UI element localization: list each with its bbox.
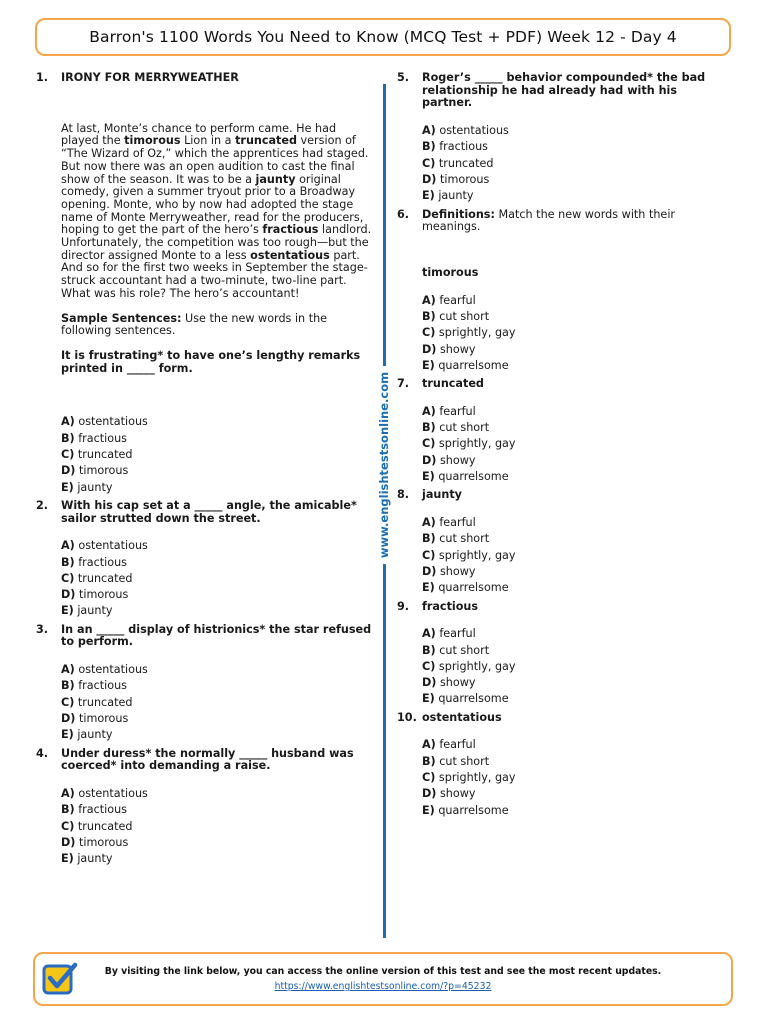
question <box>397 489 727 596</box>
option-text: fractious <box>78 679 128 693</box>
site-watermark: www.englishtestsonline.com <box>375 366 393 564</box>
option-letter: E) <box>422 803 435 817</box>
answer-option[interactable] <box>422 342 727 358</box>
answer-option[interactable] <box>61 538 376 554</box>
option-text: fractious <box>439 140 489 154</box>
option-text: fearful <box>439 293 476 307</box>
option-letter: B) <box>422 643 436 657</box>
answer-option[interactable] <box>422 309 727 325</box>
option-text: jaunty <box>438 189 474 203</box>
option-text: showy <box>439 787 476 801</box>
passage-segment: part. And so for the first two weeks in September the stage-struck accountant had a two-minute, two-line part. What was his role? The hero’s accountant! <box>61 248 368 300</box>
question-number: 4. <box>36 746 49 760</box>
answer-option[interactable] <box>61 555 376 571</box>
option-text: cut short <box>439 310 490 323</box>
option-text: timorous <box>78 464 129 478</box>
answer-option[interactable] <box>422 803 727 819</box>
answer-option[interactable] <box>422 404 727 420</box>
option-text: quarrelsome <box>438 803 509 817</box>
answer-option[interactable] <box>61 678 376 694</box>
answer-option[interactable] <box>61 587 376 603</box>
answer-option[interactable] <box>422 643 727 659</box>
question-text: It is frustrating* to have one’s lengthy remarks printed in _____ form. <box>61 348 361 375</box>
question-number: 1. <box>36 71 49 84</box>
option-letter: A) <box>422 124 436 138</box>
option-text: fearful <box>439 627 476 641</box>
option-letter: D) <box>422 173 437 186</box>
answer-option[interactable] <box>422 580 727 596</box>
option-letter: B) <box>422 532 436 546</box>
option-text: fearful <box>439 404 476 418</box>
option-text: timorous <box>78 712 129 726</box>
option-letter: E) <box>422 358 435 372</box>
option-text: ostentatious <box>78 663 148 677</box>
option-text: jaunty <box>77 852 113 866</box>
left-column <box>36 72 376 872</box>
question-word: fractious <box>422 599 479 613</box>
option-letter: D) <box>422 564 437 578</box>
option-letter: B) <box>422 754 436 768</box>
answer-option[interactable] <box>61 463 376 479</box>
answer-option[interactable] <box>422 453 727 469</box>
option-letter: C) <box>422 771 436 785</box>
vocab-word: truncated <box>235 134 297 148</box>
option-letter: B) <box>61 431 75 445</box>
passage-segment: version of “The Wizard of Oz,” which the apprentices had staged. But now there was an open audition to cast the final show of the season. It was to be a <box>61 134 369 186</box>
option-letter: B) <box>61 555 75 569</box>
option-text: timorous <box>439 173 490 186</box>
options-list <box>61 414 376 495</box>
answer-option[interactable] <box>422 469 727 485</box>
right-column <box>397 72 727 823</box>
option-letter: A) <box>422 627 436 641</box>
option-text: truncated <box>438 156 494 170</box>
option-text: fractious <box>78 431 128 445</box>
options-list <box>422 123 727 204</box>
answer-option[interactable] <box>422 420 727 436</box>
passage-segment: Lion in a <box>180 134 236 148</box>
definitions-label: Definitions: <box>422 207 495 221</box>
question-word: jaunty <box>422 488 462 502</box>
options-list <box>61 662 376 743</box>
question-word: timorous <box>422 266 479 279</box>
option-text: quarrelsome <box>438 581 509 595</box>
option-letter: D) <box>61 835 76 849</box>
answer-option[interactable] <box>422 659 727 675</box>
option-letter: C) <box>61 447 75 461</box>
answer-option[interactable] <box>61 786 376 802</box>
answer-option[interactable] <box>61 480 376 496</box>
question-number: 5. <box>397 71 410 84</box>
question-number: 10. <box>397 710 417 724</box>
option-letter: E) <box>422 692 435 706</box>
answer-option[interactable] <box>61 802 376 818</box>
passage-question <box>36 72 376 496</box>
option-text: cut short <box>439 532 490 546</box>
options-list <box>61 538 376 619</box>
passage-title: IRONY FOR MERRYWEATHER <box>61 71 239 84</box>
option-text: sprightly, gay <box>438 548 516 562</box>
answer-option[interactable] <box>61 711 376 727</box>
answer-option[interactable] <box>422 786 727 802</box>
question-word: ostentatious <box>422 710 502 724</box>
option-text: fractious <box>78 803 128 817</box>
option-letter: E) <box>422 581 435 595</box>
question-number: 8. <box>397 488 410 502</box>
answer-option[interactable] <box>422 172 727 188</box>
option-letter: D) <box>61 712 76 726</box>
footer-box <box>33 952 733 1006</box>
option-text: jaunty <box>77 604 113 618</box>
option-letter: A) <box>61 663 75 677</box>
sample-instructions <box>61 313 376 338</box>
answer-option[interactable] <box>422 691 727 707</box>
option-letter: C) <box>61 571 75 585</box>
option-text: jaunty <box>77 480 113 494</box>
answer-option[interactable] <box>422 675 727 691</box>
option-text: truncated <box>77 447 133 461</box>
option-letter: A) <box>422 738 436 752</box>
option-letter: D) <box>422 453 437 467</box>
answer-option[interactable] <box>422 358 727 374</box>
option-text: quarrelsome <box>438 470 509 484</box>
options-list <box>422 626 727 707</box>
option-letter: B) <box>61 679 75 693</box>
option-text: sprightly, gay <box>438 326 516 340</box>
option-letter: E) <box>61 480 74 494</box>
definitions-text: Match the new words with their meanings. <box>422 207 676 234</box>
option-letter: D) <box>61 464 76 478</box>
page-title: Barron's 1100 Words You Need to Know (MCQ Test + PDF) Week 12 - Day 4 <box>89 28 677 46</box>
answer-option[interactable] <box>422 293 727 309</box>
options-list <box>422 515 727 596</box>
option-letter: D) <box>422 342 437 356</box>
option-text: fractious <box>78 555 128 569</box>
vocab-word: fractious <box>262 223 319 237</box>
answer-option[interactable] <box>61 695 376 711</box>
option-letter: A) <box>422 516 436 530</box>
passage-segment: At last, Monte’s chance to perform came. He had played the <box>61 121 337 148</box>
options-list <box>422 737 727 818</box>
option-letter: C) <box>422 548 436 562</box>
option-letter: E) <box>422 470 435 484</box>
question-number: 6. <box>397 207 410 221</box>
question <box>36 748 376 868</box>
option-letter: A) <box>61 539 75 553</box>
option-text: quarrelsome <box>438 692 509 706</box>
online-version-link[interactable]: https://www.englishtestsonline.com/?p=45232 <box>274 981 492 992</box>
passage-segment: landlord. Unfortunately, the competition was too rough—but the director assigned Monte to a less <box>61 223 372 262</box>
question <box>36 500 376 620</box>
vocab-word: jaunty <box>255 172 296 186</box>
sample-label: Sample Sentences: <box>61 311 182 325</box>
option-text: sprightly, gay <box>438 659 516 673</box>
option-text: ostentatious <box>439 124 509 138</box>
option-letter: D) <box>422 787 437 801</box>
option-letter: B) <box>422 140 436 154</box>
option-text: quarrelsome <box>438 358 509 372</box>
option-text: ostentatious <box>78 415 148 429</box>
option-letter: A) <box>61 415 75 429</box>
option-letter: E) <box>61 852 74 866</box>
option-text: cut short <box>439 643 490 657</box>
option-text: sprightly, gay <box>438 437 516 451</box>
option-letter: D) <box>61 588 76 602</box>
answer-option[interactable] <box>422 515 727 531</box>
option-text: cut short <box>439 421 490 435</box>
option-letter: C) <box>61 695 75 709</box>
option-letter: C) <box>422 326 436 340</box>
question-number: 3. <box>36 622 49 636</box>
option-text: sprightly, gay <box>438 771 516 785</box>
option-text: showy <box>439 676 476 690</box>
option-text: fearful <box>439 516 476 530</box>
vocab-word: timorous <box>124 134 181 148</box>
answer-option[interactable] <box>422 564 727 580</box>
question <box>397 209 727 375</box>
header-box <box>35 18 731 56</box>
vocab-word: ostentatious <box>250 248 330 262</box>
answer-option[interactable] <box>61 603 376 619</box>
option-text: jaunty <box>77 728 113 742</box>
option-text: fearful <box>439 738 476 752</box>
answer-option[interactable] <box>61 414 376 430</box>
question <box>397 712 727 819</box>
answer-option[interactable] <box>422 188 727 204</box>
option-text: truncated <box>77 819 133 833</box>
answer-option[interactable] <box>61 727 376 743</box>
option-text: timorous <box>78 835 129 849</box>
passage-segment: original comedy, given a summer tryout prior to a Broadway opening. Monte, who by now had adopted the stage name of Monte Merryweather, read for the producers, hoping to get the part of the hero’s <box>61 172 364 237</box>
question <box>397 378 727 485</box>
option-letter: A) <box>422 293 436 307</box>
question-number: 2. <box>36 498 49 512</box>
option-text: showy <box>439 342 476 356</box>
answer-option[interactable] <box>422 123 727 139</box>
answer-option[interactable] <box>422 626 727 642</box>
answer-option[interactable] <box>422 737 727 753</box>
option-letter: E) <box>422 189 435 203</box>
option-letter: C) <box>422 156 436 170</box>
option-letter: D) <box>422 676 437 690</box>
option-text: showy <box>439 453 476 467</box>
answer-option[interactable] <box>422 325 727 341</box>
answer-option[interactable] <box>422 531 727 547</box>
option-text: cut short <box>439 754 490 768</box>
option-text: truncated <box>77 695 133 709</box>
options-list <box>422 404 727 485</box>
option-letter: B) <box>422 421 436 435</box>
question-text: Under duress* the normally _____ husband was coerced* into demanding a raise. <box>61 746 354 773</box>
question-word: truncated <box>422 377 484 391</box>
option-letter: C) <box>61 819 75 833</box>
footer-note: By visiting the link below, you can access the online version of this test and see the most recent updates. <box>104 966 662 977</box>
answer-option[interactable] <box>422 139 727 155</box>
answer-option[interactable] <box>61 662 376 678</box>
option-text: truncated <box>77 571 133 585</box>
options-list <box>422 293 727 374</box>
question-text: In an _____ display of histrionics* the star refused to perform. <box>61 622 372 649</box>
question-number: 7. <box>397 377 410 391</box>
answer-option[interactable] <box>61 431 376 447</box>
answer-option[interactable] <box>61 835 376 851</box>
option-letter: A) <box>61 787 75 801</box>
option-letter: E) <box>61 604 74 618</box>
question-text: Roger’s _____ behavior compounded* the bad relationship he had already had with his partner. <box>422 71 706 110</box>
option-letter: B) <box>422 310 436 323</box>
sample-text: Use the new words in the following sentences. <box>61 311 328 338</box>
option-text: ostentatious <box>78 539 148 553</box>
answer-option[interactable] <box>422 156 727 172</box>
option-text: timorous <box>78 588 129 602</box>
option-letter: A) <box>422 404 436 418</box>
answer-option[interactable] <box>61 447 376 463</box>
passage-text <box>61 123 376 301</box>
answer-option[interactable] <box>61 819 376 835</box>
answer-option[interactable] <box>422 436 727 452</box>
answer-option[interactable] <box>61 571 376 587</box>
option-letter: E) <box>61 728 74 742</box>
question-number: 9. <box>397 599 410 613</box>
question <box>36 624 376 744</box>
answer-option[interactable] <box>422 754 727 770</box>
answer-option[interactable] <box>61 851 376 867</box>
option-letter: B) <box>61 803 75 817</box>
option-text: showy <box>439 564 476 578</box>
question <box>397 72 727 205</box>
options-list <box>61 786 376 867</box>
question-text: With his cap set at a _____ angle, the amicable* sailor strutted down the street. <box>61 498 357 525</box>
option-letter: C) <box>422 659 436 673</box>
answer-option[interactable] <box>422 548 727 564</box>
option-text: ostentatious <box>78 787 148 801</box>
option-letter: C) <box>422 437 436 451</box>
question <box>397 601 727 708</box>
answer-option[interactable] <box>422 770 727 786</box>
definitions-instructions <box>422 209 727 234</box>
